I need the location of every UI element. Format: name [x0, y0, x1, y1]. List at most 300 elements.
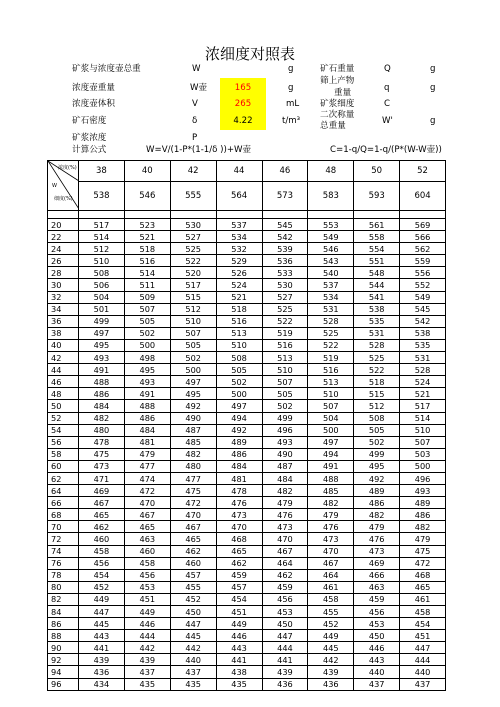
- table-cell[interactable]: 507: [170, 327, 216, 339]
- table-cell[interactable]: 475: [400, 545, 446, 557]
- table-cell[interactable]: 437: [124, 666, 170, 678]
- table-cell[interactable]: 463: [354, 581, 400, 593]
- table-cell[interactable]: 458: [308, 593, 354, 605]
- table-cell[interactable]: 496: [400, 472, 446, 484]
- table-cell[interactable]: 554: [354, 243, 400, 255]
- table-cell[interactable]: 472: [124, 485, 170, 497]
- table-cell[interactable]: 437: [170, 666, 216, 678]
- table-cell[interactable]: 517: [170, 279, 216, 291]
- table-cell[interactable]: 465: [170, 533, 216, 545]
- table-cell[interactable]: 479: [354, 521, 400, 533]
- table-cell[interactable]: 493: [79, 352, 125, 364]
- table-cell[interactable]: 533: [262, 267, 308, 279]
- table-cell[interactable]: 500: [216, 388, 262, 400]
- table-cell[interactable]: 459: [262, 581, 308, 593]
- table-cell[interactable]: 530: [170, 219, 216, 231]
- table-cell[interactable]: 486: [79, 388, 125, 400]
- table-cell[interactable]: 521: [400, 388, 446, 400]
- table-cell[interactable]: 549: [400, 291, 446, 303]
- table-cell[interactable]: 449: [124, 606, 170, 618]
- table-cell[interactable]: 549: [308, 231, 354, 243]
- table-cell[interactable]: 484: [79, 400, 125, 412]
- table-cell[interactable]: 522: [170, 255, 216, 267]
- table-cell[interactable]: 531: [400, 352, 446, 364]
- table-cell[interactable]: 495: [124, 364, 170, 376]
- table-cell[interactable]: 507: [308, 400, 354, 412]
- table-cell[interactable]: 451: [400, 630, 446, 642]
- table-cell[interactable]: 484: [262, 472, 308, 484]
- table-cell[interactable]: 475: [79, 448, 125, 460]
- table-cell[interactable]: 480: [79, 424, 125, 436]
- table-cell[interactable]: 453: [262, 606, 308, 618]
- table-cell[interactable]: 458: [124, 557, 170, 569]
- table-cell[interactable]: 553: [308, 219, 354, 231]
- table-cell[interactable]: 436: [308, 678, 354, 690]
- table-cell[interactable]: 481: [216, 472, 262, 484]
- table-cell[interactable]: 541: [354, 291, 400, 303]
- table-cell[interactable]: 559: [400, 255, 446, 267]
- table-cell[interactable]: 442: [170, 642, 216, 654]
- table-cell[interactable]: 513: [308, 376, 354, 388]
- table-cell[interactable]: 504: [308, 412, 354, 424]
- table-cell[interactable]: 476: [354, 533, 400, 545]
- table-cell[interactable]: 508: [216, 352, 262, 364]
- table-cell[interactable]: 485: [170, 436, 216, 448]
- table-cell[interactable]: 455: [170, 581, 216, 593]
- table-cell[interactable]: 545: [400, 303, 446, 315]
- table-cell[interactable]: 454: [216, 593, 262, 605]
- table-cell[interactable]: 493: [124, 376, 170, 388]
- table-cell[interactable]: 525: [170, 243, 216, 255]
- table-cell[interactable]: 528: [400, 364, 446, 376]
- table-cell[interactable]: 486: [216, 448, 262, 460]
- table-cell[interactable]: 458: [79, 545, 125, 557]
- table-cell[interactable]: 472: [400, 557, 446, 569]
- table-cell[interactable]: 470: [170, 509, 216, 521]
- table-cell[interactable]: 497: [308, 436, 354, 448]
- table-cell[interactable]: 522: [354, 364, 400, 376]
- table-cell[interactable]: 465: [79, 509, 125, 521]
- table-cell[interactable]: 456: [79, 557, 125, 569]
- table-cell[interactable]: 535: [400, 339, 446, 351]
- table-cell[interactable]: 505: [216, 364, 262, 376]
- table-cell[interactable]: 469: [354, 557, 400, 569]
- table-cell[interactable]: 467: [308, 557, 354, 569]
- table-cell[interactable]: 463: [124, 533, 170, 545]
- table-cell[interactable]: 442: [308, 654, 354, 666]
- table-cell[interactable]: 525: [354, 352, 400, 364]
- table-cell[interactable]: 445: [79, 618, 125, 630]
- table-cell[interactable]: 548: [354, 267, 400, 279]
- table-cell[interactable]: 492: [216, 424, 262, 436]
- table-cell[interactable]: 465: [216, 545, 262, 557]
- table-cell[interactable]: 517: [400, 400, 446, 412]
- table-cell[interactable]: 436: [262, 678, 308, 690]
- table-cell[interactable]: 512: [354, 400, 400, 412]
- table-cell[interactable]: 465: [400, 581, 446, 593]
- table-cell[interactable]: 437: [354, 678, 400, 690]
- table-cell[interactable]: 502: [124, 327, 170, 339]
- table-cell[interactable]: 461: [400, 593, 446, 605]
- table-cell[interactable]: 518: [124, 243, 170, 255]
- table-cell[interactable]: 477: [170, 472, 216, 484]
- table-cell[interactable]: 467: [79, 497, 125, 509]
- table-cell[interactable]: 507: [124, 303, 170, 315]
- table-cell[interactable]: 566: [400, 231, 446, 243]
- table-cell[interactable]: 482: [354, 509, 400, 521]
- table-cell[interactable]: 524: [216, 279, 262, 291]
- table-cell[interactable]: 488: [79, 376, 125, 388]
- table-cell[interactable]: 439: [262, 666, 308, 678]
- table-cell[interactable]: 434: [79, 678, 125, 690]
- table-cell[interactable]: 545: [262, 219, 308, 231]
- table-cell[interactable]: 526: [216, 267, 262, 279]
- table-cell[interactable]: 488: [308, 472, 354, 484]
- table-cell[interactable]: 484: [216, 460, 262, 472]
- table-cell[interactable]: 494: [308, 448, 354, 460]
- table-cell[interactable]: 510: [308, 388, 354, 400]
- table-cell[interactable]: 521: [216, 291, 262, 303]
- table-cell[interactable]: 458: [400, 606, 446, 618]
- table-cell[interactable]: 504: [79, 291, 125, 303]
- table-cell[interactable]: 464: [308, 569, 354, 581]
- table-cell[interactable]: 440: [400, 666, 446, 678]
- table-cell[interactable]: 440: [354, 666, 400, 678]
- table-cell[interactable]: 452: [308, 618, 354, 630]
- table-cell[interactable]: 513: [262, 352, 308, 364]
- table-cell[interactable]: 482: [79, 412, 125, 424]
- table-cell[interactable]: 525: [308, 327, 354, 339]
- table-cell[interactable]: 443: [354, 654, 400, 666]
- table-cell[interactable]: 474: [124, 472, 170, 484]
- table-cell[interactable]: 479: [124, 448, 170, 460]
- table-cell[interactable]: 510: [216, 339, 262, 351]
- table-cell[interactable]: 481: [124, 436, 170, 448]
- table-cell[interactable]: 542: [262, 231, 308, 243]
- table-cell[interactable]: 443: [216, 642, 262, 654]
- table-cell[interactable]: 502: [262, 400, 308, 412]
- table-cell[interactable]: 528: [354, 339, 400, 351]
- table-cell[interactable]: 445: [308, 642, 354, 654]
- table-cell[interactable]: 507: [262, 376, 308, 388]
- table-cell[interactable]: 505: [354, 424, 400, 436]
- table-cell[interactable]: 532: [216, 243, 262, 255]
- table-cell[interactable]: 544: [354, 279, 400, 291]
- table-cell[interactable]: 531: [308, 303, 354, 315]
- table-cell[interactable]: 441: [216, 654, 262, 666]
- table-cell[interactable]: 496: [262, 424, 308, 436]
- table-cell[interactable]: 473: [354, 545, 400, 557]
- table-cell[interactable]: 510: [400, 424, 446, 436]
- table-cell[interactable]: 482: [308, 497, 354, 509]
- table-cell[interactable]: 516: [216, 315, 262, 327]
- table-cell[interactable]: 454: [400, 618, 446, 630]
- table-cell[interactable]: 491: [308, 460, 354, 472]
- table-cell[interactable]: 497: [79, 327, 125, 339]
- table-cell[interactable]: 476: [262, 509, 308, 521]
- table-cell[interactable]: 514: [400, 412, 446, 424]
- table-cell[interactable]: 457: [170, 569, 216, 581]
- table-cell[interactable]: 491: [124, 388, 170, 400]
- table-cell[interactable]: 447: [170, 618, 216, 630]
- table-cell[interactable]: 534: [308, 291, 354, 303]
- table-cell[interactable]: 523: [124, 219, 170, 231]
- table-cell[interactable]: 497: [170, 376, 216, 388]
- table-cell[interactable]: 439: [79, 654, 125, 666]
- table-cell[interactable]: 440: [170, 654, 216, 666]
- table-cell[interactable]: 449: [216, 618, 262, 630]
- table-cell[interactable]: 538: [354, 303, 400, 315]
- table-cell[interactable]: 516: [262, 339, 308, 351]
- table-cell[interactable]: 461: [308, 581, 354, 593]
- table-cell[interactable]: 478: [79, 436, 125, 448]
- table-cell[interactable]: 502: [216, 376, 262, 388]
- table-cell[interactable]: 505: [170, 339, 216, 351]
- table-cell[interactable]: 512: [79, 243, 125, 255]
- table-cell[interactable]: 444: [400, 654, 446, 666]
- table-cell[interactable]: 446: [124, 618, 170, 630]
- table-cell[interactable]: 449: [79, 593, 125, 605]
- table-cell[interactable]: 486: [354, 497, 400, 509]
- table-cell[interactable]: 441: [79, 642, 125, 654]
- table-cell[interactable]: 468: [216, 533, 262, 545]
- table-cell[interactable]: 529: [216, 255, 262, 267]
- table-cell[interactable]: 551: [354, 255, 400, 267]
- table-cell[interactable]: 452: [170, 593, 216, 605]
- table-cell[interactable]: 476: [216, 497, 262, 509]
- table-cell[interactable]: 558: [354, 231, 400, 243]
- table-cell[interactable]: 500: [124, 339, 170, 351]
- table-cell[interactable]: 531: [354, 327, 400, 339]
- table-cell[interactable]: 462: [170, 545, 216, 557]
- table-cell[interactable]: 493: [262, 436, 308, 448]
- table-cell[interactable]: 462: [216, 557, 262, 569]
- table-cell[interactable]: 456: [262, 593, 308, 605]
- table-cell[interactable]: 510: [262, 364, 308, 376]
- table-cell[interactable]: 462: [262, 569, 308, 581]
- table-cell[interactable]: 539: [262, 243, 308, 255]
- table-cell[interactable]: 518: [216, 303, 262, 315]
- table-cell[interactable]: 502: [170, 352, 216, 364]
- table-cell[interactable]: 473: [262, 521, 308, 533]
- table-cell[interactable]: 459: [216, 569, 262, 581]
- table-cell[interactable]: 460: [170, 557, 216, 569]
- table-cell[interactable]: 536: [262, 255, 308, 267]
- table-cell[interactable]: 451: [216, 606, 262, 618]
- table-cell[interactable]: 522: [308, 339, 354, 351]
- table-cell[interactable]: 471: [79, 472, 125, 484]
- table-cell[interactable]: 436: [79, 666, 125, 678]
- table-cell[interactable]: 460: [124, 545, 170, 557]
- table-cell[interactable]: 451: [124, 593, 170, 605]
- table-cell[interactable]: 534: [216, 231, 262, 243]
- table-cell[interactable]: 457: [216, 581, 262, 593]
- table-cell[interactable]: 487: [170, 424, 216, 436]
- table-cell[interactable]: 535: [354, 315, 400, 327]
- table-cell[interactable]: 519: [308, 352, 354, 364]
- table-cell[interactable]: 456: [124, 569, 170, 581]
- table-cell[interactable]: 540: [308, 267, 354, 279]
- table-cell[interactable]: 521: [124, 231, 170, 243]
- table-cell[interactable]: 467: [170, 521, 216, 533]
- table-cell[interactable]: 562: [400, 243, 446, 255]
- table-cell[interactable]: 516: [308, 364, 354, 376]
- table-cell[interactable]: 508: [354, 412, 400, 424]
- table-cell[interactable]: 508: [79, 267, 125, 279]
- table-cell[interactable]: 462: [79, 521, 125, 533]
- table-cell[interactable]: 561: [354, 219, 400, 231]
- table-cell[interactable]: 464: [262, 557, 308, 569]
- table-cell[interactable]: 513: [216, 327, 262, 339]
- table-cell[interactable]: 437: [400, 678, 446, 690]
- table-cell[interactable]: 503: [400, 448, 446, 460]
- table-cell[interactable]: 470: [262, 533, 308, 545]
- table-cell[interactable]: 486: [400, 509, 446, 521]
- table-cell[interactable]: 569: [400, 219, 446, 231]
- table-cell[interactable]: 488: [124, 400, 170, 412]
- table-cell[interactable]: 489: [400, 497, 446, 509]
- table-cell[interactable]: 475: [170, 485, 216, 497]
- table-cell[interactable]: 492: [170, 400, 216, 412]
- table-cell[interactable]: 490: [170, 412, 216, 424]
- table-cell[interactable]: 459: [354, 593, 400, 605]
- table-cell[interactable]: 472: [170, 497, 216, 509]
- table-cell[interactable]: 546: [308, 243, 354, 255]
- table-cell[interactable]: 476: [308, 521, 354, 533]
- table-cell[interactable]: 467: [124, 509, 170, 521]
- table-cell[interactable]: 514: [79, 231, 125, 243]
- table-cell[interactable]: 460: [79, 533, 125, 545]
- table-cell[interactable]: 455: [308, 606, 354, 618]
- table-cell[interactable]: 491: [79, 364, 125, 376]
- table-cell[interactable]: 468: [400, 569, 446, 581]
- table-cell[interactable]: 484: [124, 424, 170, 436]
- table-cell[interactable]: 435: [170, 678, 216, 690]
- table-cell[interactable]: 520: [170, 267, 216, 279]
- table-cell[interactable]: 527: [170, 231, 216, 243]
- table-cell[interactable]: 479: [308, 509, 354, 521]
- table-cell[interactable]: 453: [124, 581, 170, 593]
- table-cell[interactable]: 482: [170, 448, 216, 460]
- table-cell[interactable]: 486: [124, 412, 170, 424]
- table-cell[interactable]: 443: [79, 630, 125, 642]
- table-cell[interactable]: 477: [124, 460, 170, 472]
- table-cell[interactable]: 498: [124, 352, 170, 364]
- table-cell[interactable]: 494: [216, 412, 262, 424]
- table-cell[interactable]: 537: [216, 219, 262, 231]
- table-cell[interactable]: 511: [124, 279, 170, 291]
- table-cell[interactable]: 517: [79, 219, 125, 231]
- table-cell[interactable]: 479: [400, 533, 446, 545]
- table-cell[interactable]: 510: [170, 315, 216, 327]
- table-cell[interactable]: 465: [124, 521, 170, 533]
- table-cell[interactable]: 441: [262, 654, 308, 666]
- table-cell[interactable]: 499: [262, 412, 308, 424]
- table-cell[interactable]: 438: [216, 666, 262, 678]
- table-cell[interactable]: 492: [354, 472, 400, 484]
- table-cell[interactable]: 467: [262, 545, 308, 557]
- table-cell[interactable]: 506: [79, 279, 125, 291]
- table-cell[interactable]: 497: [216, 400, 262, 412]
- table-cell[interactable]: 525: [262, 303, 308, 315]
- table-cell[interactable]: 485: [308, 485, 354, 497]
- table-cell[interactable]: 478: [216, 485, 262, 497]
- table-cell[interactable]: 446: [216, 630, 262, 642]
- table-cell[interactable]: 505: [124, 315, 170, 327]
- table-cell[interactable]: 435: [216, 678, 262, 690]
- table-cell[interactable]: 469: [79, 485, 125, 497]
- table-cell[interactable]: 452: [79, 581, 125, 593]
- table-cell[interactable]: 552: [400, 279, 446, 291]
- table-cell[interactable]: 556: [400, 267, 446, 279]
- table-cell[interactable]: 501: [79, 303, 125, 315]
- table-cell[interactable]: 450: [170, 606, 216, 618]
- table-cell[interactable]: 482: [400, 521, 446, 533]
- table-cell[interactable]: 449: [308, 630, 354, 642]
- table-cell[interactable]: 470: [216, 521, 262, 533]
- table-cell[interactable]: 514: [124, 267, 170, 279]
- table-cell[interactable]: 480: [170, 460, 216, 472]
- table-cell[interactable]: 450: [354, 630, 400, 642]
- table-cell[interactable]: 542: [400, 315, 446, 327]
- table-cell[interactable]: 445: [170, 630, 216, 642]
- table-cell[interactable]: 515: [170, 291, 216, 303]
- table-cell[interactable]: 447: [79, 606, 125, 618]
- table-cell[interactable]: 489: [216, 436, 262, 448]
- table-cell[interactable]: 512: [170, 303, 216, 315]
- table-cell[interactable]: 490: [262, 448, 308, 460]
- table-cell[interactable]: 500: [400, 460, 446, 472]
- table-cell[interactable]: 447: [262, 630, 308, 642]
- table-cell[interactable]: 543: [308, 255, 354, 267]
- table-cell[interactable]: 537: [308, 279, 354, 291]
- table-cell[interactable]: 499: [79, 315, 125, 327]
- table-cell[interactable]: 495: [170, 388, 216, 400]
- table-cell[interactable]: 515: [354, 388, 400, 400]
- table-cell[interactable]: 495: [354, 460, 400, 472]
- table-cell[interactable]: 527: [262, 291, 308, 303]
- table-cell[interactable]: 439: [124, 654, 170, 666]
- table-cell[interactable]: 493: [400, 485, 446, 497]
- table-cell[interactable]: 482: [262, 485, 308, 497]
- table-cell[interactable]: 509: [124, 291, 170, 303]
- table-cell[interactable]: 450: [262, 618, 308, 630]
- table-cell[interactable]: 447: [400, 642, 446, 654]
- table-cell[interactable]: 470: [308, 545, 354, 557]
- table-cell[interactable]: 500: [308, 424, 354, 436]
- table-cell[interactable]: 470: [124, 497, 170, 509]
- table-cell[interactable]: 499: [354, 448, 400, 460]
- table-cell[interactable]: 435: [124, 678, 170, 690]
- table-cell[interactable]: 505: [262, 388, 308, 400]
- table-cell[interactable]: 510: [79, 255, 125, 267]
- table-cell[interactable]: 489: [354, 485, 400, 497]
- table-cell[interactable]: 456: [354, 606, 400, 618]
- table-cell[interactable]: 444: [262, 642, 308, 654]
- table-cell[interactable]: 524: [400, 376, 446, 388]
- table-cell[interactable]: 487: [262, 460, 308, 472]
- table-cell[interactable]: 502: [354, 436, 400, 448]
- table-cell[interactable]: 500: [170, 364, 216, 376]
- table-cell[interactable]: 466: [354, 569, 400, 581]
- table-cell[interactable]: 453: [354, 618, 400, 630]
- table-cell[interactable]: 454: [79, 569, 125, 581]
- table-cell[interactable]: 528: [308, 315, 354, 327]
- table-cell[interactable]: 473: [216, 509, 262, 521]
- table-cell[interactable]: 538: [400, 327, 446, 339]
- table-cell[interactable]: 507: [400, 436, 446, 448]
- table-cell[interactable]: 446: [354, 642, 400, 654]
